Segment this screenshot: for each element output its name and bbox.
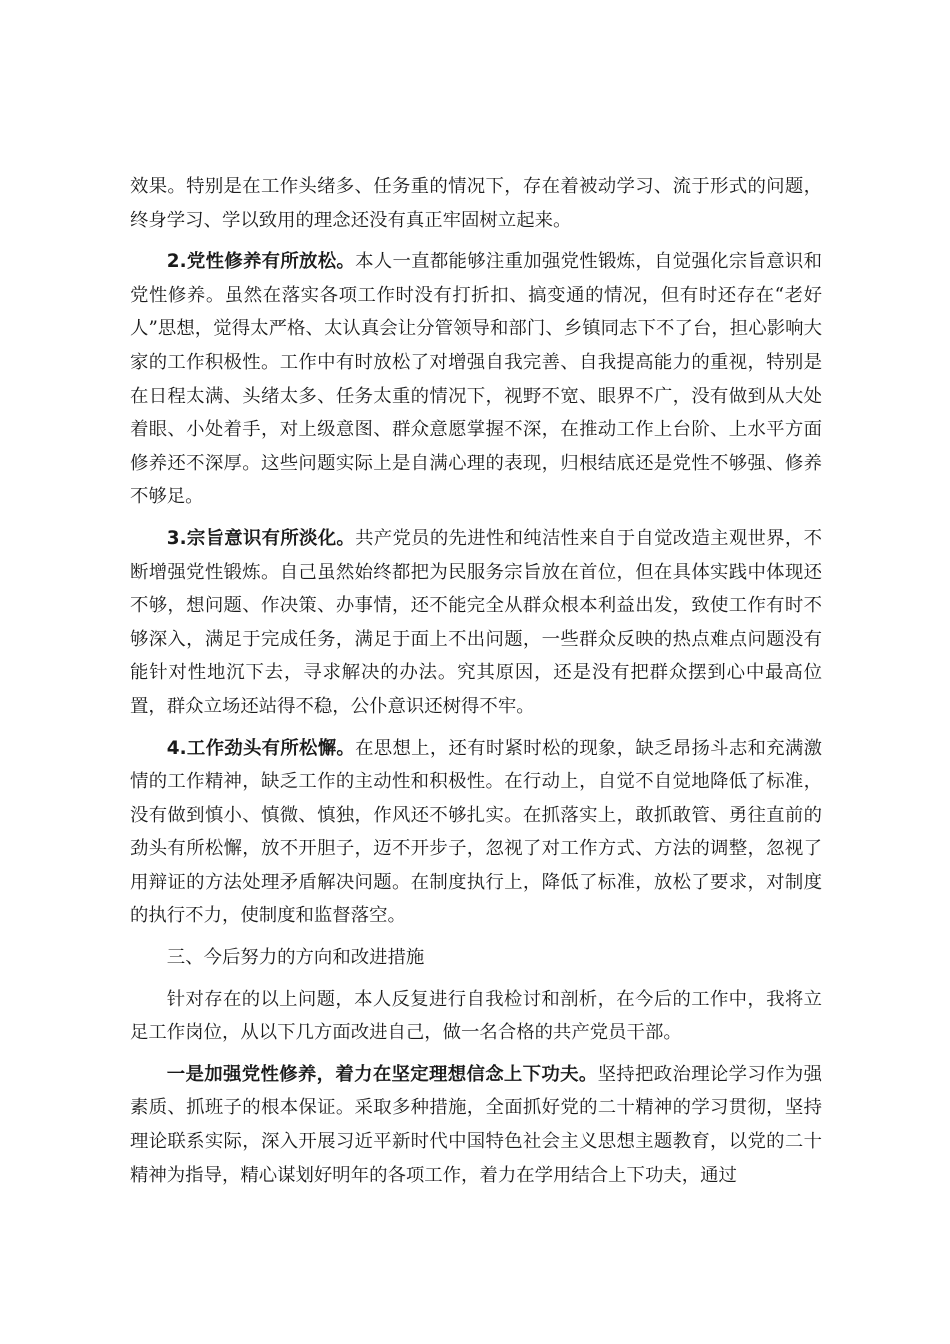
paragraph-continuation xyxy=(130,170,822,237)
paragraph-text: 本人一直都能够注重加强党性锻炼，自觉强化宗旨意识和党性修养。虽然在落实各项工作时没有打折扣、搞变通的情况，但有时还存在“老好人”思想，觉得太严格、太认真会让分管领导和部门、乡镇同志下不了台，担心影响大家的工作积极性。工作中有时放松了对增强自我完善、自我提高能力的重视，特别是在日程太满、头绪太多、任务太重的情况下，视野不宽、眼界不广，没有做到从大处着眼、小处着手，对上级意图、群众意愿掌握不深，在推动工作上台阶、上水平方面修养还不深厚。这些问题实际上是自满心理的表现，归根结底还是党性不够强、修养不够足。 xyxy=(130,251,822,508)
paragraph-party-cultivation xyxy=(130,245,822,514)
paragraph-text: 针对存在的以上问题，本人反复进行自我检讨和剖析，在今后的工作中，我将立足工作岗位，从以下几方面改进自己，做一名合格的共产党员干部。 xyxy=(130,988,822,1044)
paragraph-lead: 3.宗旨意识有所淡化。 xyxy=(166,527,356,549)
paragraph-text: 在思想上，还有时紧时松的现象，缺乏昂扬斗志和充满激情的工作精神，缺乏工作的主动性和积极性。在行动上，自觉不自觉地降低了标准，没有做到慎小、慎微、慎独，作风还不够扎实。在抓落实上，敢抓敢管、勇往直前的劲头有所松懈，放不开胆子，迈不开步子，忽视了对工作方式、方法的调整，忽视了用辩证的方法处理矛盾解决问题。在制度执行上，降低了标准，放松了要求，对制度的执行不力，使制度和监督落空。 xyxy=(130,737,822,927)
paragraph-purpose-awareness xyxy=(130,522,822,724)
section-heading-text: 三、今后努力的方向和改进措施 xyxy=(166,947,425,969)
section-heading xyxy=(130,941,822,975)
paragraph-lead: 2.党性修养有所放松。 xyxy=(166,251,356,273)
paragraph-intro-measures xyxy=(130,983,822,1050)
paragraph-work-drive xyxy=(130,732,822,934)
document-page xyxy=(130,170,822,1192)
paragraph-text: 效果。特别是在工作头绪多、任务重的情况下，存在着被动学习、流于形式的问题，终身学习、学以致用的理念还没有真正牢固树立起来。 xyxy=(130,176,822,231)
paragraph-lead: 4.工作劲头有所松懈。 xyxy=(166,737,356,759)
paragraph-lead: 一是加强党性修养，着力在坚定理想信念上下功夫。 xyxy=(166,1063,598,1085)
paragraph-measure-one xyxy=(130,1058,822,1192)
paragraph-text: 坚持把政治理论学习作为强素质、抓班子的根本保证。采取多种措施，全面抓好党的二十精神的学习贯彻，坚持理论联系实际，深入开展习近平新时代中国特色社会主义思想主题教育，以党的二十精神为指导，精心谋划好明年的各项工作，着力在学用结合上下功夫，通过 xyxy=(130,1063,822,1186)
paragraph-text: 共产党员的先进性和纯洁性来自于自觉改造主观世界，不断增强党性锻炼。自己虽然始终都把为民服务宗旨放在首位，但在具体实践中体现还不够，想问题、作决策、办事情，还不能完全从群众根本利益出发，致使工作有时不够深入，满足于完成任务，满足于面上不出问题，一些群众反映的热点难点问题没有能针对性地沉下去，寻求解决的办法。究其原因，还是没有把群众摆到心中最高位置，群众立场还站得不稳，公仆意识还树得不牢。 xyxy=(130,527,822,717)
